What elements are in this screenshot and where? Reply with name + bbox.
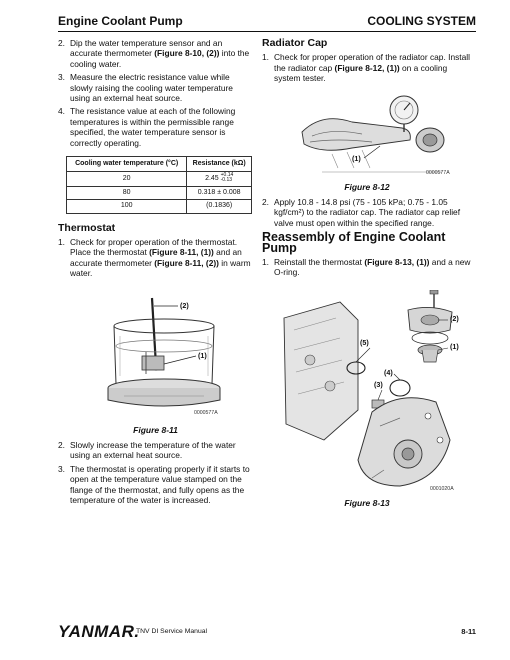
table-row xyxy=(67,172,252,186)
radiator-cap-tester-illustration xyxy=(292,92,462,182)
step-text: Check for proper operation of the radiator cap. Install the radiator cap xyxy=(274,52,470,73)
step-text: and a new O-ring. xyxy=(274,257,471,278)
reassembly-heading: Reassembly of Engine Coolant Pump xyxy=(262,230,446,255)
table-cell: 0.318 ± 0.008 xyxy=(187,186,252,199)
step-text: Apply 10.8 - 14.8 psi (75 - 105 kPa; 0.75 - 1.05 kgf/cm²) to the radiator cap. The radiator cap relief valve must open within the specified range. xyxy=(274,197,461,228)
coolant-pump-exploded-illustration xyxy=(280,290,470,498)
callout-1: (1) xyxy=(450,342,459,351)
step-number: 1. xyxy=(58,236,65,247)
manual-title: TNV DI Service Manual xyxy=(136,628,208,635)
step-text: Slowly increase the temperature of the water using an external heat source. xyxy=(70,440,236,461)
figure-reference-code: 0000577A xyxy=(426,170,450,176)
step-text: Measure the electric resistance value while slowly raising the cooling water temperature using an external heat source. xyxy=(70,72,233,104)
step-text: on a cooling system tester. xyxy=(274,62,448,84)
table-cell: (0.1836) xyxy=(187,200,252,213)
page-number: 8-11 xyxy=(461,627,476,636)
step-text: The thermostat is operating properly if it starts to open at the temperature value stamped on the flange of the thermostat, and fully opens as the temperature of the water is increased. xyxy=(70,463,250,506)
table-row xyxy=(67,200,252,213)
section-title: Engine Coolant Pump xyxy=(58,14,183,28)
table-header-temperature: Cooling water temperature (°C) xyxy=(67,157,187,172)
thermostat-step-3 xyxy=(58,464,253,506)
step-3-measure xyxy=(58,72,253,103)
step-number: 1. xyxy=(262,52,269,63)
callout-5: (5) xyxy=(360,338,369,347)
callout-radiator-cap: (1) xyxy=(352,154,361,163)
figure-reference: (Figure 8-12, (1)) xyxy=(334,62,400,73)
figure-8-11-caption: Figure 8-11 xyxy=(133,425,178,435)
step-text: and an accurate thermometer xyxy=(70,247,242,268)
thermostat-heading: Thermostat xyxy=(58,221,116,234)
step-2-dip-sensor xyxy=(58,38,253,69)
figure-reference: (Figure 8-11, (2)) xyxy=(154,257,219,268)
step-number: 3. xyxy=(58,72,65,83)
step-text: Check for proper operation of the thermostat. Place the thermostat xyxy=(70,236,238,258)
tolerance-upper: +0.14 xyxy=(220,172,234,179)
left-column xyxy=(58,38,253,282)
header-rule xyxy=(58,31,476,32)
thermostat-steps-continued xyxy=(58,440,253,508)
callout-thermostat: (1) xyxy=(198,351,207,360)
callout-thermometer: (2) xyxy=(180,301,189,310)
step-text: The resistance value at each of the following temperatures is within the permissible range specified, the water temperature sensor is correctly operating. xyxy=(70,106,236,148)
right-column xyxy=(262,38,472,87)
step-number: 2. xyxy=(262,197,269,207)
radiator-cap-heading: Radiator Cap xyxy=(262,37,328,49)
figure-reference: (Figure 8-10, (2)) xyxy=(154,48,220,59)
step-number: 3. xyxy=(58,463,65,474)
table-header-resistance: Resistance (kΩ) xyxy=(187,157,252,172)
figure-8-12-caption: Figure 8-12 xyxy=(344,182,390,192)
figure-reference: (Figure 8-11, (1)) xyxy=(149,247,214,258)
figure-8-11 xyxy=(84,296,244,421)
chapter-title: COOLING SYSTEM xyxy=(367,14,476,28)
step-text: into the cooling water. xyxy=(70,48,250,69)
resistance-value: 2.45 xyxy=(205,175,219,183)
step-number: 1. xyxy=(262,257,269,268)
figure-8-12 xyxy=(292,92,462,182)
step-number: 2. xyxy=(58,38,65,48)
thermostat-step-2 xyxy=(58,440,253,461)
step-4-resistance xyxy=(58,106,253,148)
callout-4: (4) xyxy=(384,368,393,377)
step-text: Reinstall the thermostat xyxy=(274,257,365,268)
step-text: Dip the water temperature sensor and an accurate thermometer xyxy=(70,38,223,59)
table-cell: 100 xyxy=(67,200,187,213)
table-cell: 20 xyxy=(67,172,187,186)
table-cell xyxy=(187,172,252,186)
reassembly-step-1 xyxy=(262,257,472,278)
figure-reference-code: 0001020A xyxy=(430,486,454,492)
thermostat-step-1 xyxy=(58,237,253,279)
tolerance-lower: -0.13 xyxy=(220,177,233,184)
step-number: 2. xyxy=(58,440,65,450)
radiator-and-reassembly xyxy=(262,197,472,281)
table-cell: 80 xyxy=(67,186,187,199)
radiator-step-1 xyxy=(262,52,472,83)
figure-8-13-caption: Figure 8-13 xyxy=(344,498,390,508)
figure-8-13 xyxy=(280,290,470,498)
yanmar-logo: YANMAR. xyxy=(58,622,140,641)
figure-reference-code: 0000577A xyxy=(194,410,218,416)
step-text: in warm water. xyxy=(70,257,251,279)
thermostat-test-illustration xyxy=(84,296,244,421)
callout-3: (3) xyxy=(374,380,383,389)
resistance-table xyxy=(66,156,252,213)
figure-reference: (Figure 8-13, (1)) xyxy=(364,257,430,268)
table-row xyxy=(67,186,252,199)
step-number: 4. xyxy=(58,106,65,117)
callout-2: (2) xyxy=(450,314,459,323)
radiator-step-2 xyxy=(262,197,472,228)
